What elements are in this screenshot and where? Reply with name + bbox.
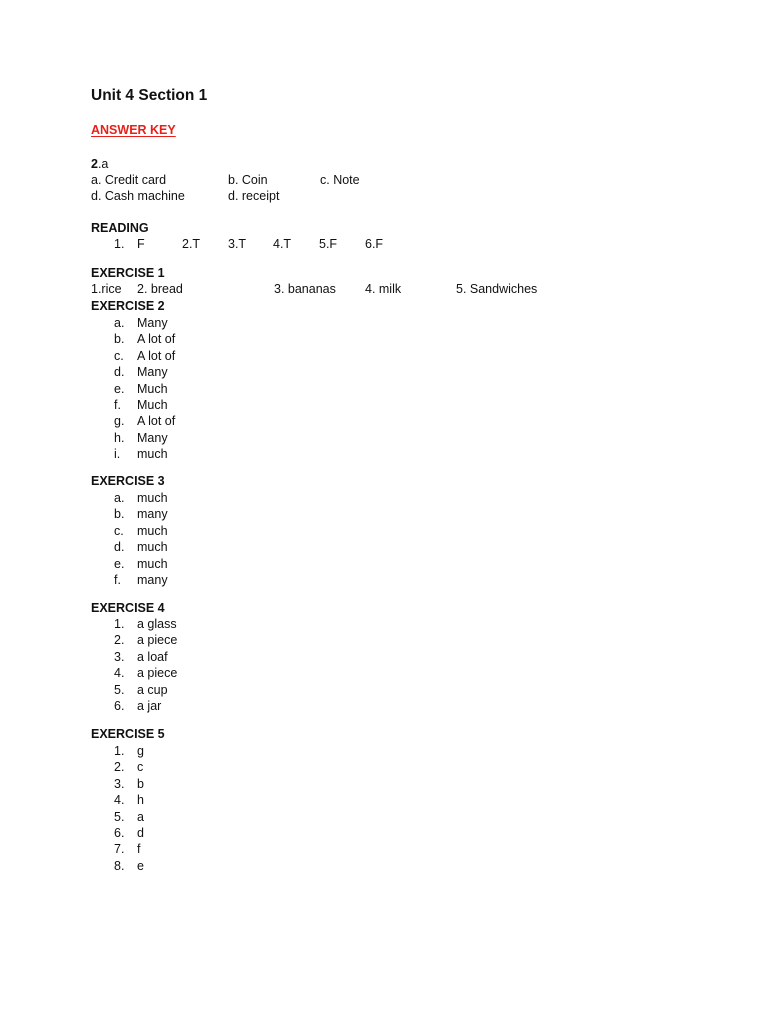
list-item: 3. b [114,776,144,791]
list-item: f. Much [114,397,168,412]
list-item: a. much [114,491,168,505]
list-item: a. Many [114,316,168,330]
reading-answer-2: 2.T [182,237,201,251]
exercise-2-heading: EXERCISE 2 [91,299,165,313]
exercise-1-answer-3: 3. bananas [274,282,336,296]
list-item: d. much [114,540,168,555]
list-item: 2. a piece [114,633,178,648]
exercise-1-answer-5: 5. Sandwiches [456,282,538,296]
exercise-4-heading: EXERCISE 4 [91,601,165,615]
list-item: 4. a piece [114,666,178,681]
exercise-1-heading: EXERCISE 1 [91,266,165,280]
question-2-label [91,156,108,172]
reading-answer-5: 5.F [319,237,338,251]
list-item: d. Many [114,365,168,380]
q2-answer-d: d. Cash machine [91,189,185,203]
reading-answer-3: 3.T [228,237,247,251]
list-item: 1. g [114,744,144,758]
list-item: e. much [114,556,168,571]
list-item: g. A lot of [114,414,176,429]
list-item: 5. a cup [114,682,168,697]
exercise-1-answer-2: 2. bread [137,282,183,296]
q2-answer-d-2: d. receipt [228,189,280,203]
list-item: f. many [114,572,168,587]
list-item: h. Many [114,430,168,445]
question-2-suffix: .a [97,157,109,171]
list-item: 6. a jar [114,698,162,713]
reading-answer-6: 6.F [365,237,384,251]
q2-answer-b: b. Coin [228,173,268,187]
reading-answer-1: F [137,237,145,251]
exercise-5-list [114,743,144,874]
list-item: e. Much [114,381,168,396]
list-item: 4. h [114,793,144,808]
exercise-4-list [114,616,177,714]
exercise-2-list [114,315,175,463]
list-item: i. much [114,447,168,462]
question-2-number: 2 [91,157,98,171]
list-item: 8. e [114,858,144,873]
exercise-1-answer-4: 4. milk [365,282,402,296]
q2-answer-a: a. Credit card [91,173,167,187]
reading-marker: 1. [114,237,125,251]
q2-answer-c: c. Note [320,173,360,187]
exercise-1-answer-1: 1.rice [91,282,122,296]
list-item: 1. a glass [114,617,177,631]
list-item: 6. d [114,825,144,840]
page-title: Unit 4 Section 1 [91,87,208,104]
reading-answer-4: 4.T [273,237,292,251]
list-item: 3. a loaf [114,649,168,664]
list-item: c. much [114,523,168,538]
list-item: 5. a [114,809,144,824]
exercise-3-list [114,490,168,588]
list-item: 2. c [114,760,144,775]
exercise-5-heading: EXERCISE 5 [91,727,165,741]
list-item: b. many [114,507,168,522]
list-item: b. A lot of [114,332,176,347]
list-item: c. A lot of [114,348,176,363]
answer-key-label: ANSWER KEY [91,123,176,137]
exercise-3-heading: EXERCISE 3 [91,474,165,488]
reading-heading: READING [91,221,149,235]
list-item: 7. f [114,842,141,857]
